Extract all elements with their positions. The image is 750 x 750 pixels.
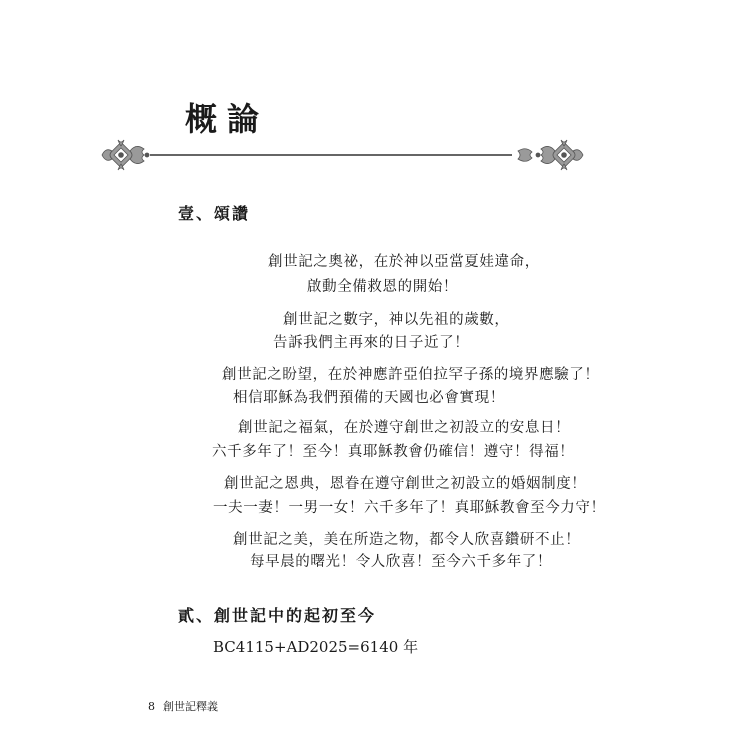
poem-line: 創世記之美，美在所造之物，都令人欣喜鑽研不止！ [233, 532, 581, 548]
page-number: 8 [148, 700, 155, 713]
chapter-title: 概論 [185, 100, 270, 138]
poem-line: 啟動全備救恩的開始！ [307, 279, 458, 295]
fleuron-divider-icon [100, 138, 585, 172]
poem-line: 創世記之恩典，恩眷在遵守創世之初設立的婚姻制度！ [224, 476, 587, 492]
poem-line: 創世記之福氣，在於遵守創世之初設立的安息日！ [238, 420, 571, 436]
poem-line: 一夫一妻！一男一女！六千多年了！真耶穌教會至今力守！ [213, 500, 606, 516]
section-heading-timeline: 貳、創世記中的起初至今 [178, 606, 377, 625]
running-book-title: 創世記釋義 [163, 700, 218, 713]
poem-line: 告訴我們主再來的日子近了！ [273, 335, 470, 351]
poem-line: 創世記之數字，神以先祖的歲數， [283, 312, 510, 328]
poem-line: 創世記之奧祕，在於神以亞當夏娃違命， [268, 254, 540, 270]
poem-line: 每早晨的曙光！令人欣喜！至今六千多年了！ [250, 554, 552, 570]
year-formula: BC4115+AD2025=6140 年 [213, 638, 419, 656]
section-heading-praise: 壹、頌讚 [178, 204, 251, 223]
poem-line: 創世記之盼望，在於神應許亞伯拉罕子孫的境界應驗了！ [222, 367, 600, 383]
page-footer [148, 699, 218, 715]
poem-line: 六千多年了！至今！真耶穌教會仍確信！遵守！得福！ [212, 444, 575, 460]
poem-line: 相信耶穌為我們預備的天國也必會實現！ [233, 390, 505, 406]
